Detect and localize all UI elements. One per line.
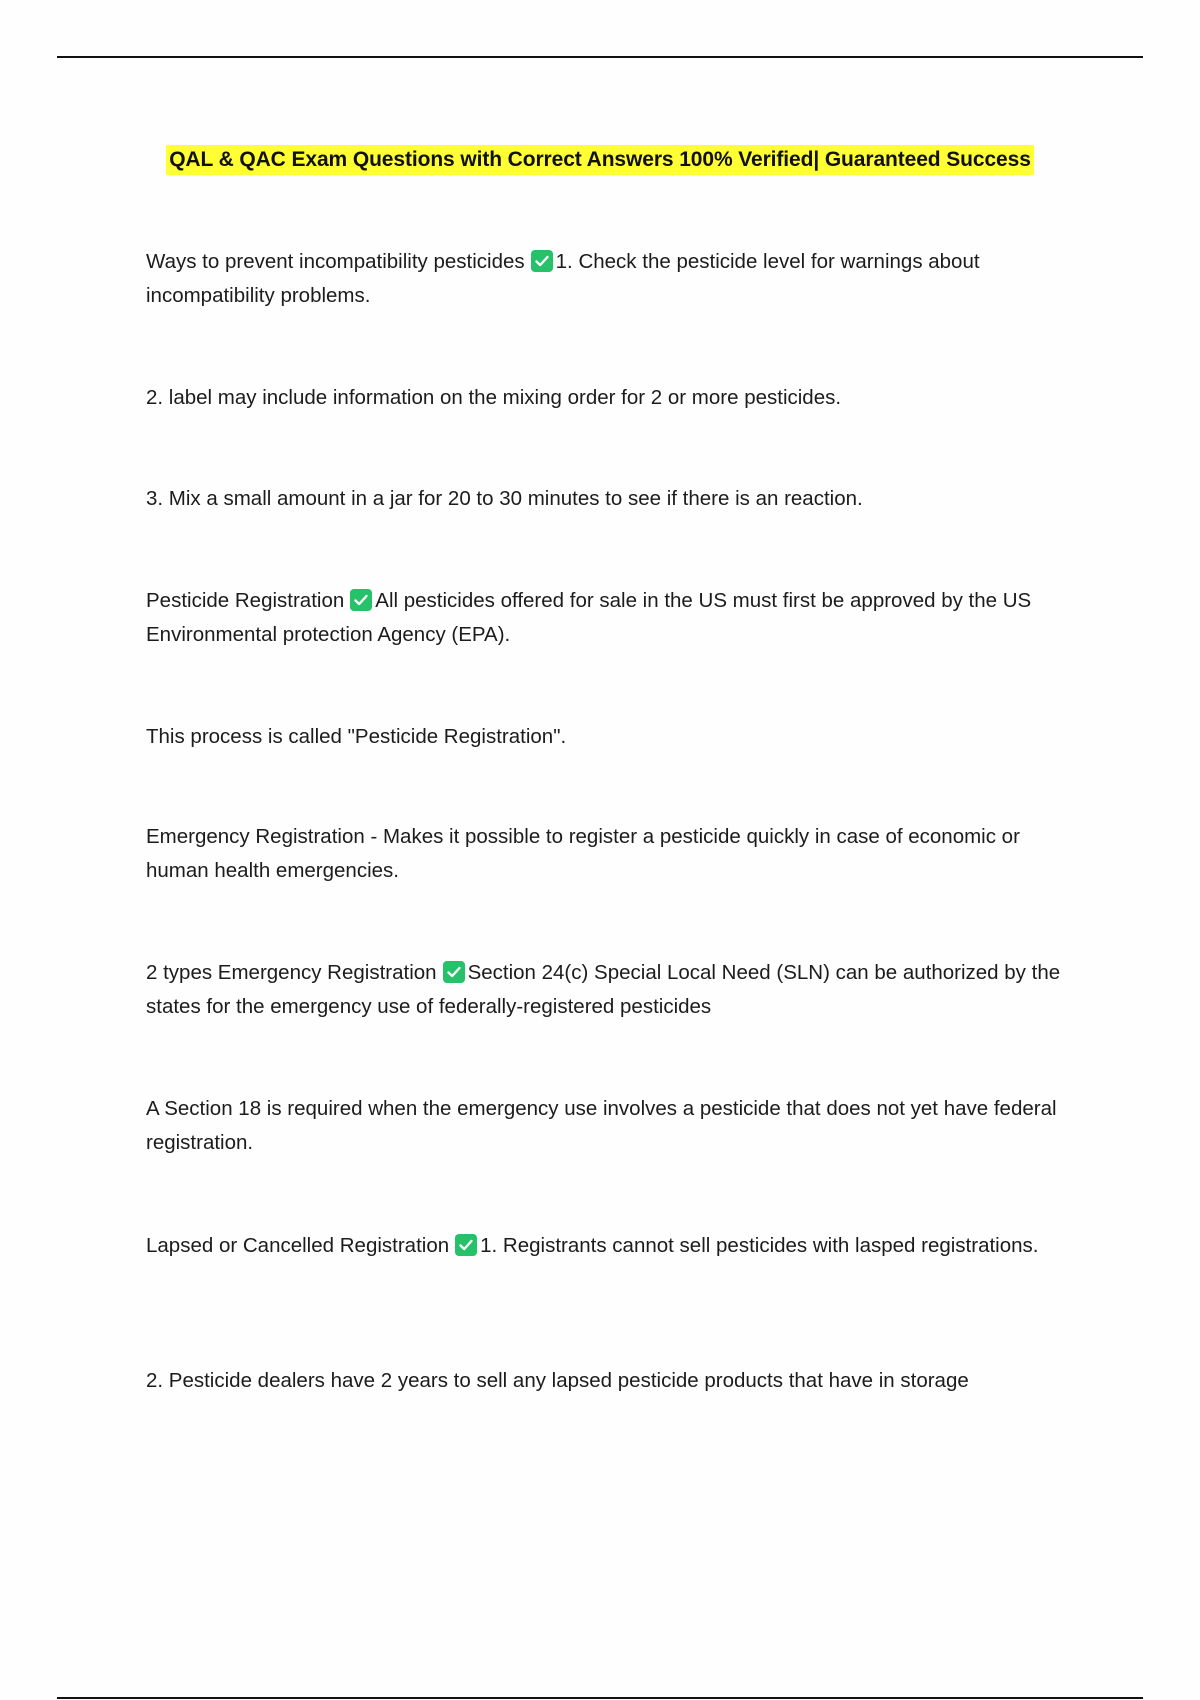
qa-entry-emergency-registration-types xyxy=(146,956,1086,1024)
paragraph-text: This process is called "Pesticide Registration". xyxy=(146,725,567,748)
qa-entry-incompatibility xyxy=(146,245,1086,313)
question-term: Pesticide Registration xyxy=(146,589,345,612)
question-term: Ways to prevent incompatibility pesticides xyxy=(146,250,525,273)
text-paragraph xyxy=(146,1092,1086,1160)
check-mark-icon xyxy=(531,250,553,272)
text-paragraph xyxy=(146,381,1086,415)
question-term: 2 types Emergency Registration xyxy=(146,961,437,984)
answer-text: Section 24(c) Special Local Need (SLN) can be authorized by the states for the emergency use of federally-registered pesticides xyxy=(146,961,1061,1018)
text-paragraph xyxy=(146,720,1086,754)
paragraph-text: 2. Pesticide dealers have 2 years to sell any lapsed pesticide products that have in storage xyxy=(146,1369,969,1392)
question-term: Lapsed or Cancelled Registration xyxy=(146,1234,450,1257)
footer-rule xyxy=(57,1697,1143,1699)
qa-entry-pesticide-registration xyxy=(146,584,1086,652)
text-paragraph xyxy=(146,482,1086,516)
paragraph-text: A Section 18 is required when the emergency use involves a pesticide that does not yet have federal registration. xyxy=(146,1097,1057,1154)
header-rule xyxy=(57,56,1143,58)
text-paragraph xyxy=(146,1364,1086,1398)
answer-text: 1. Check the pesticide level for warnings about incompatibility problems. xyxy=(146,250,980,307)
answer-text: 1. Registrants cannot sell pesticides with lasped registrations. xyxy=(480,1234,1039,1257)
paragraph-text: 3. Mix a small amount in a jar for 20 to 30 minutes to see if there is an reaction. xyxy=(146,487,863,510)
text-paragraph xyxy=(146,820,1086,888)
qa-entry-lapsed-registration xyxy=(146,1229,1086,1263)
check-mark-icon xyxy=(350,589,372,611)
check-mark-icon xyxy=(443,961,465,983)
title-container xyxy=(0,145,1200,175)
answer-text: All pesticides offered for sale in the US must first be approved by the US Environmental protection Agency (EPA). xyxy=(146,589,1032,646)
paragraph-text: 2. label may include information on the mixing order for 2 or more pesticides. xyxy=(146,386,842,409)
check-mark-icon xyxy=(455,1234,477,1256)
document-title: QAL & QAC Exam Questions with Correct Answers 100% Verified| Guaranteed Success xyxy=(166,145,1034,175)
paragraph-text: Emergency Registration - Makes it possible to register a pesticide quickly in case of economic or human health emergencies. xyxy=(146,825,1020,882)
